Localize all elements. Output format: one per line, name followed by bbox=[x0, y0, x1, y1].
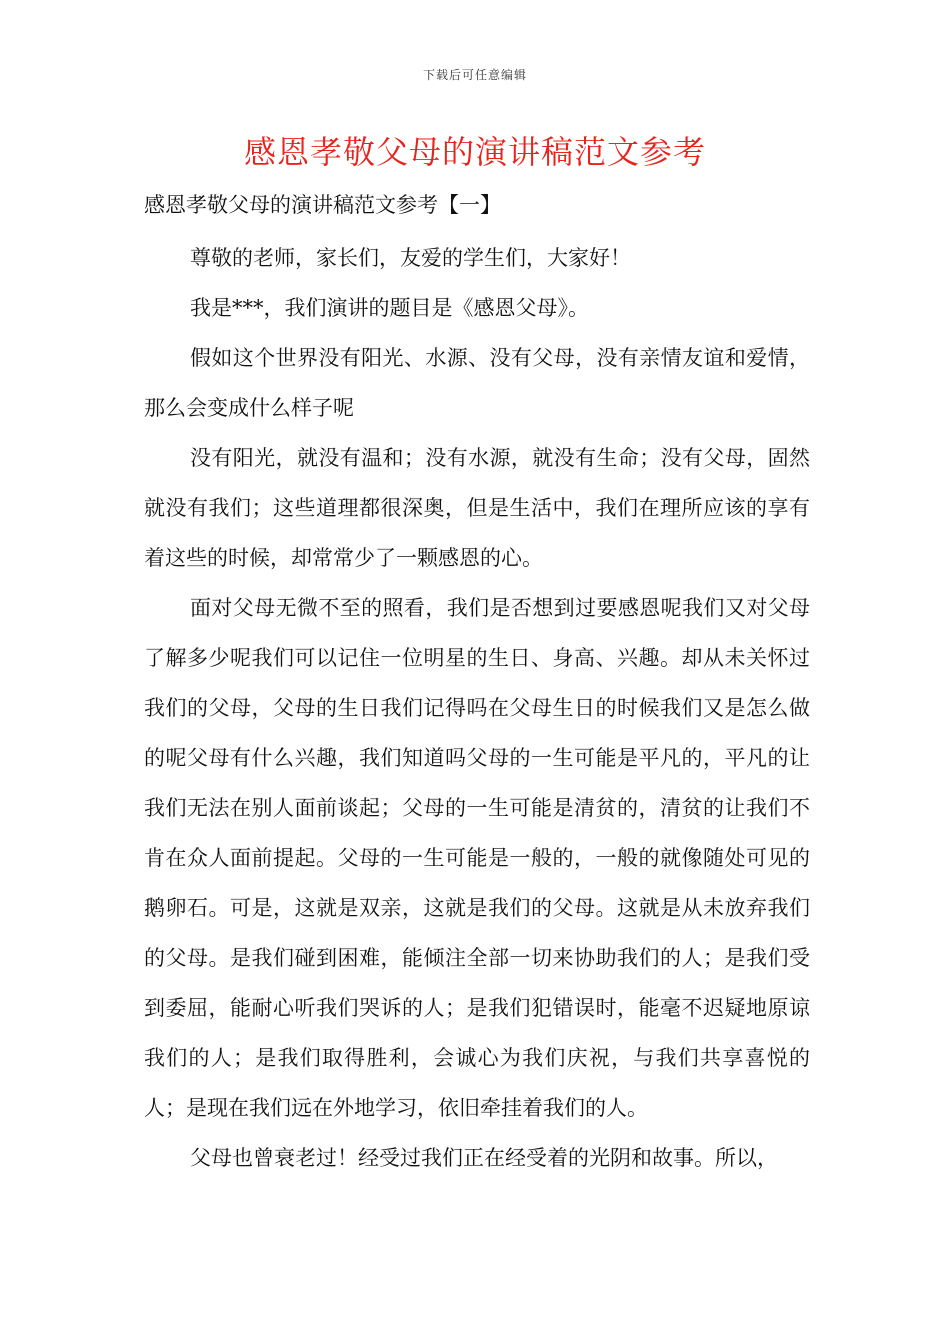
paragraph-intro: 我是***，我们演讲的题目是《感恩父母》。 bbox=[190, 296, 589, 320]
paragraph-parents: 面对父母无微不至的照看，我们是否想到过要感恩呢我们又对父母了解多少呢我们可以记住一位明星的生日、身高、兴趣。却从未关怀过我们的父母，父母的生日我们记得吗在父母生日的时候我们又是怎么做的呢父母有什么兴趣，我们知道吗父母的一生可能是平凡的，平凡的让我们无法在别人面前谈起；父母的一生可能是清贫的，清贫的让我们不肯在众人面前提起。父母的一生可能是一般的，一般的就像随处可见的鹅卵石。可是，这就是双亲，这就是我们的父母。这就是从未放弃我们的父母。是我们碰到困难，能倾注全部一切来协助我们的人；是我们受到委屈，能耐心听我们哭诉的人；是我们犯错误时，能毫不迟疑地原谅我们的人；是我们取得胜利，会诚心为我们庆祝，与我们共享喜悦的人；是现在我们远在外地学习，依旧牵挂着我们的人。 bbox=[144, 596, 810, 1120]
section-subtitle: 感恩孝敬父母的演讲稿范文参考【一】 bbox=[144, 193, 501, 217]
paragraph-question: 假如这个世界没有阳光、水源、没有父母，没有亲情友谊和爱情，那么会变成什么样子呢 bbox=[144, 346, 810, 420]
paragraph-greeting: 尊敬的老师，家长们，友爱的学生们，大家好！ bbox=[190, 246, 631, 270]
paragraph-reflection: 没有阳光，就没有温和；没有水源，就没有生命；没有父母，固然就没有我们；这些道理都很深奥，但是生活中，我们在理所应该的享有着这些的时候，却常常少了一颗感恩的心。 bbox=[144, 446, 810, 570]
document-title: 感恩孝敬父母的演讲稿范文参考 bbox=[243, 133, 706, 171]
header-note: 下载后可任意编辑 bbox=[422, 68, 527, 82]
paragraph-closing: 父母也曾衰老过！经受过我们正在经受着的光阴和故事。所以， bbox=[190, 1146, 778, 1170]
document-body bbox=[144, 180, 810, 1183]
